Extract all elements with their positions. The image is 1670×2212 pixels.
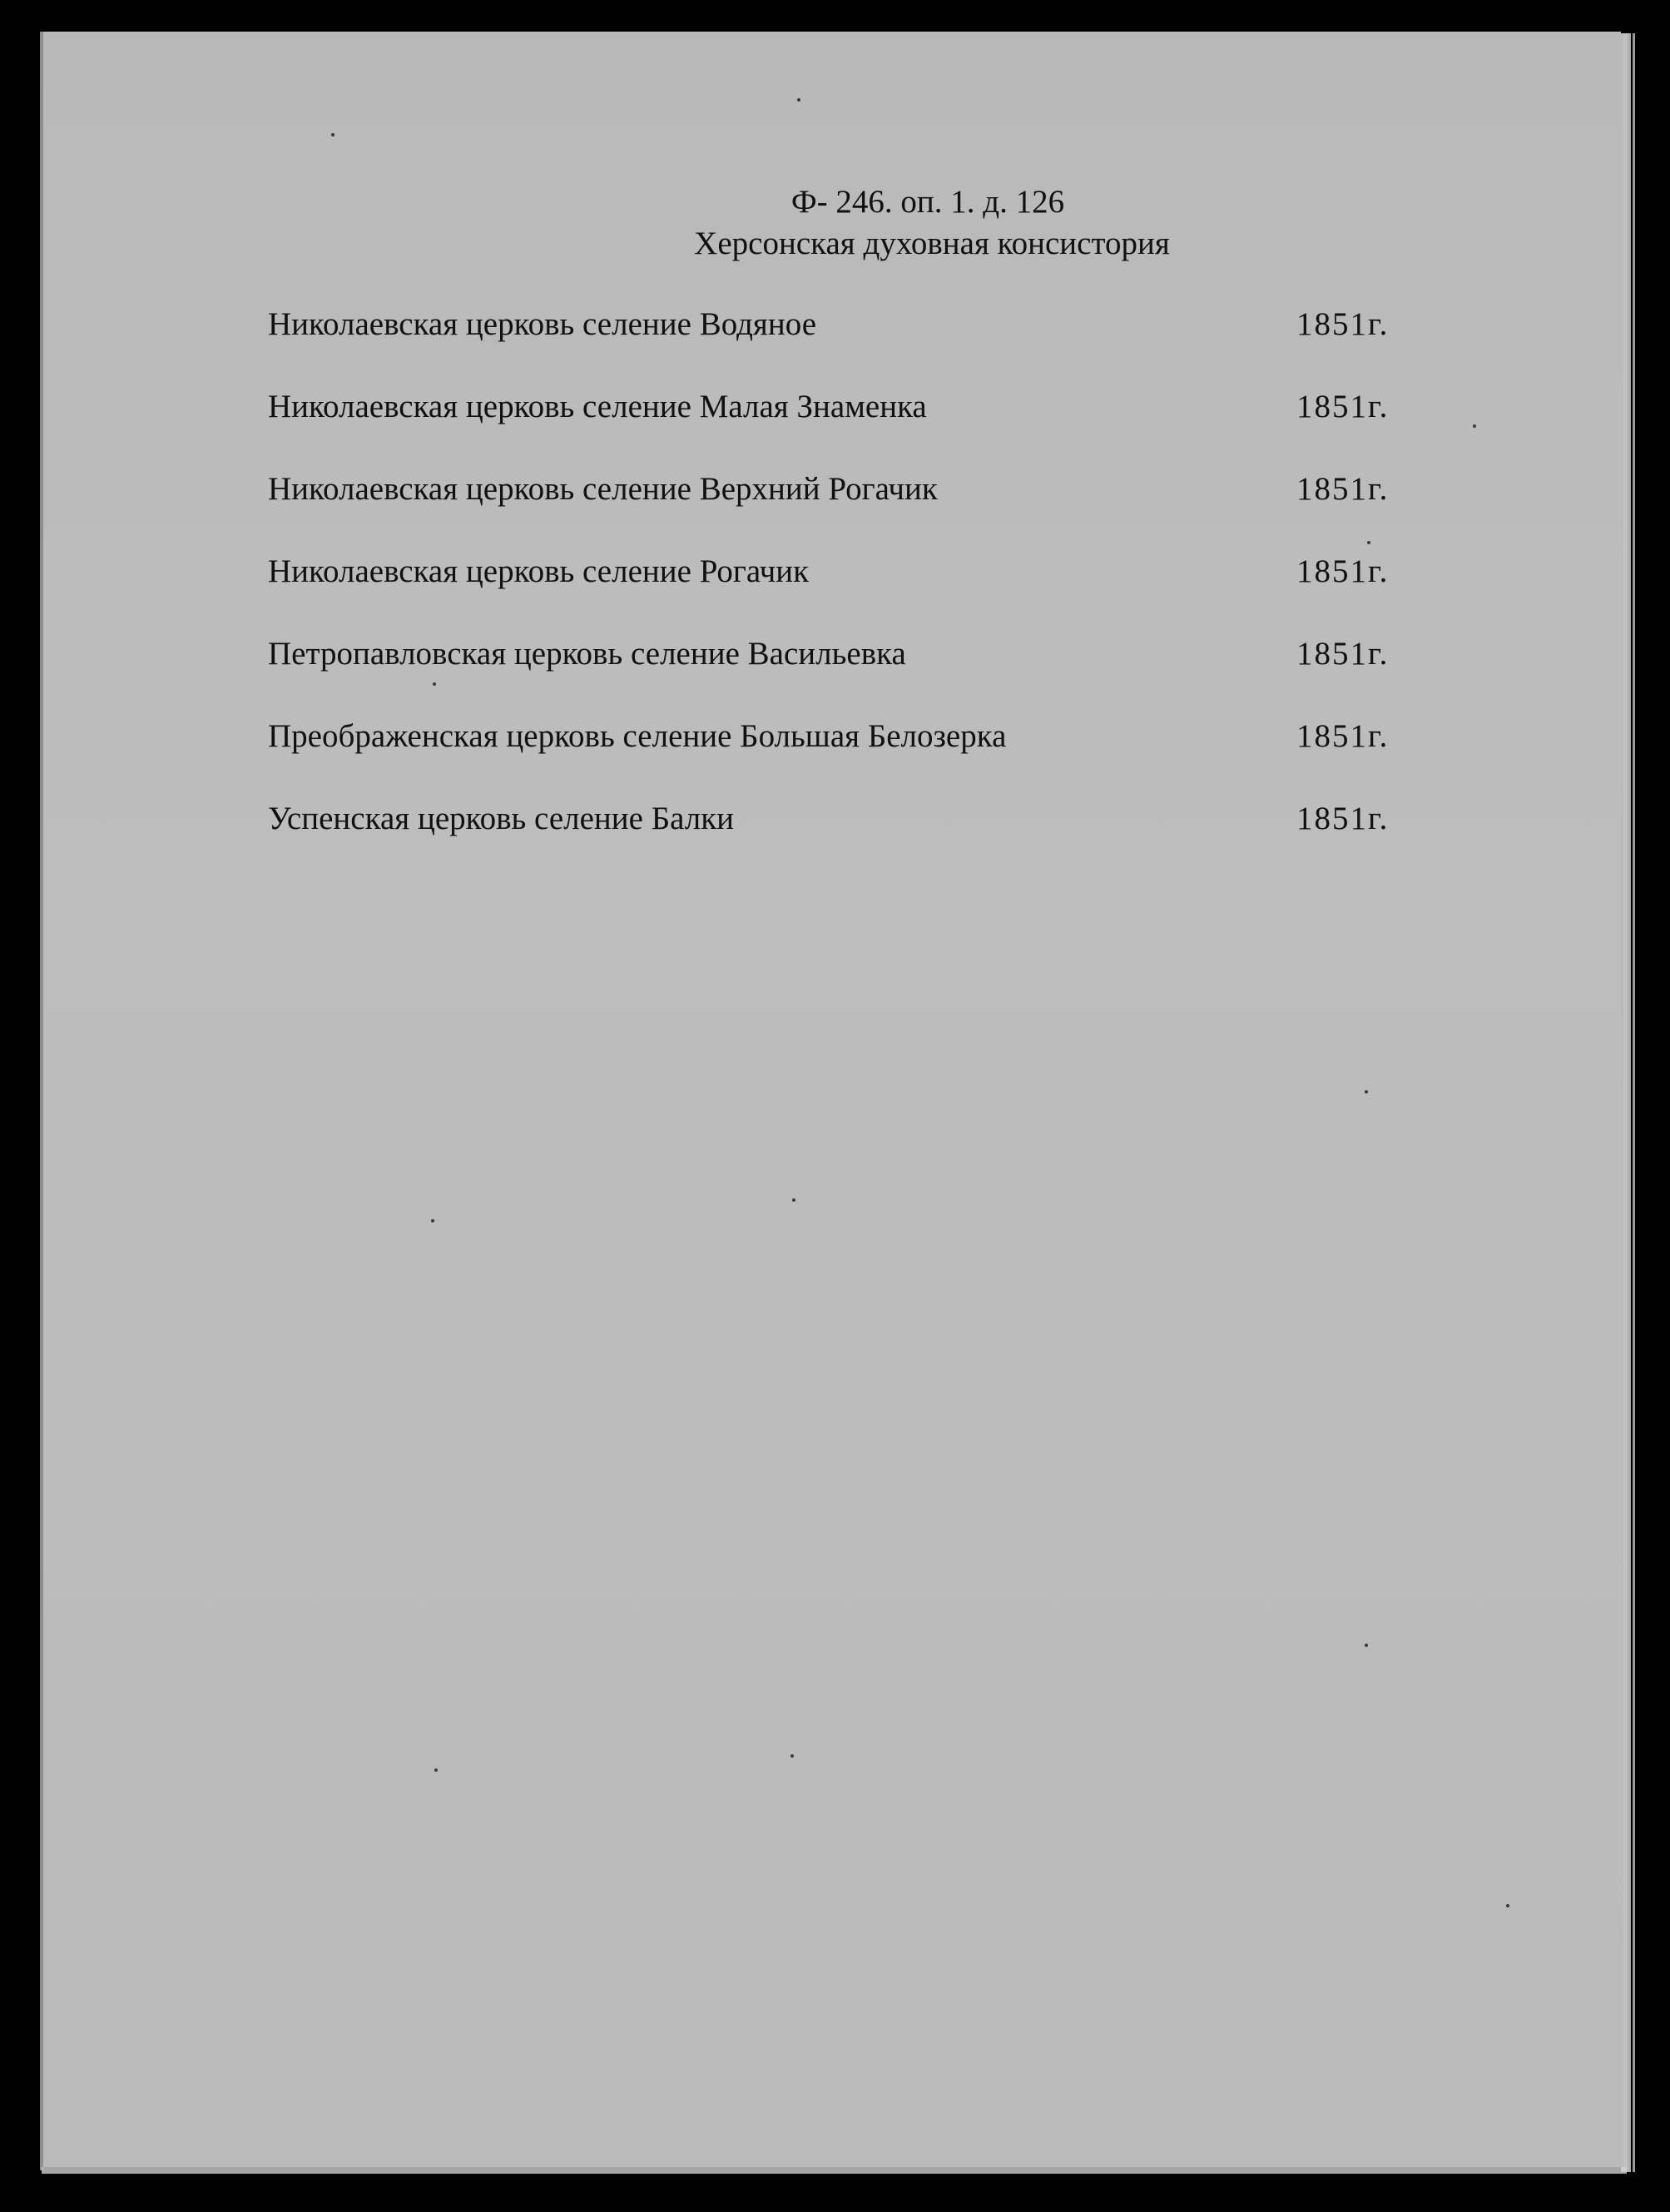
record-year: 1851г. [1296, 471, 1390, 507]
scan-speck [431, 1219, 434, 1223]
record-title: Преображенская церковь селение Большая Белозерка [268, 718, 1007, 754]
sheet-bottom-edge [42, 2167, 1627, 2174]
list-item [268, 798, 1416, 880]
scan-speck [1365, 1644, 1368, 1647]
record-title: Николаевская церковь селение Водяное [268, 306, 817, 342]
list-item [268, 304, 1416, 386]
record-list [268, 304, 1416, 880]
scan-speck [1473, 424, 1476, 428]
archive-reference: Ф- 246. оп. 1. д. 126 [790, 184, 1065, 220]
scan-speck [434, 1768, 438, 1772]
sheet-right-edge-line [1633, 33, 1635, 2172]
list-item [268, 633, 1416, 716]
scan-speck [433, 682, 436, 686]
document-header [582, 181, 1281, 265]
record-title: Николаевская церковь селение Рогачик [268, 553, 810, 589]
scan-speck [1506, 1904, 1509, 1907]
record-title: Петропавловская церковь селение Васильевка [268, 636, 906, 672]
record-year: 1851г. [1296, 718, 1390, 754]
scan-speck [797, 98, 800, 102]
record-year: 1851г. [1296, 801, 1390, 836]
scan-speck [1365, 1090, 1368, 1094]
sheet-right-edge [1621, 33, 1631, 2172]
list-item [268, 386, 1416, 469]
record-year: 1851г. [1296, 306, 1390, 342]
sheet-left-edge [40, 32, 43, 2170]
scan-speck [331, 133, 334, 136]
list-item [268, 469, 1416, 551]
institution-name: Херсонская духовная консистория [694, 226, 1170, 261]
list-item [268, 551, 1416, 633]
record-year: 1851г. [1296, 636, 1390, 672]
record-title: Николаевская церковь селение Малая Знаменка [268, 389, 927, 424]
record-year: 1851г. [1296, 389, 1390, 424]
scan-speck [1367, 541, 1370, 544]
record-title: Николаевская церковь селение Верхний Рогачик [268, 471, 938, 507]
record-year: 1851г. [1296, 553, 1390, 589]
scan-speck [790, 1754, 794, 1758]
list-item [268, 716, 1416, 798]
record-title: Успенская церковь селение Балки [268, 801, 735, 836]
scan-speck [792, 1198, 795, 1202]
